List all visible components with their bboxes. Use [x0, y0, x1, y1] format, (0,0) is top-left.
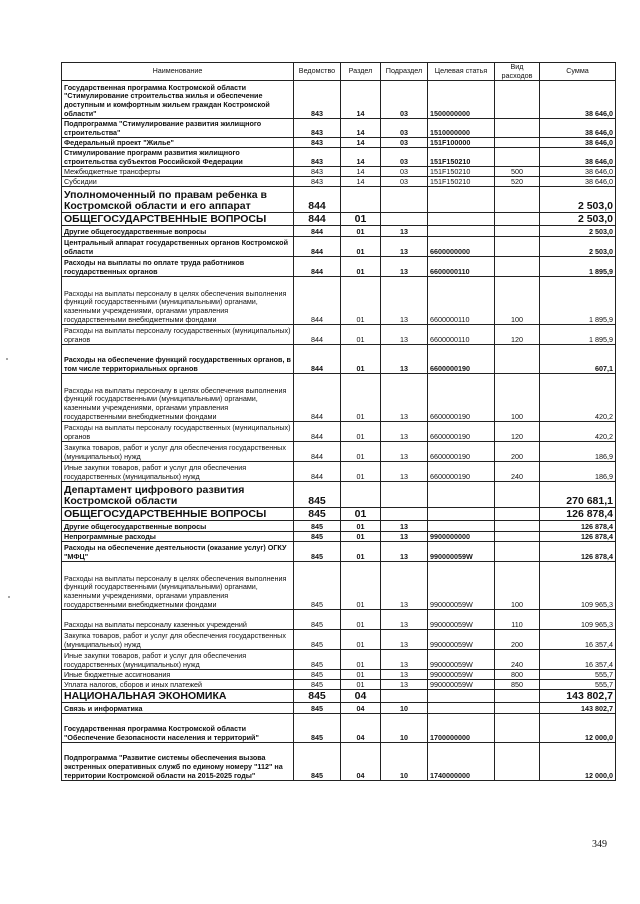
cell-department: 845	[294, 610, 341, 630]
cell-subsection: 13	[381, 442, 428, 462]
cell-target-article: 6600000110	[428, 277, 495, 325]
cell-section	[341, 187, 381, 213]
cell-sum: 2 503,0	[540, 237, 616, 257]
cell-subsection: 13	[381, 226, 428, 237]
cell-subsection	[381, 187, 428, 213]
cell-section: 04	[341, 703, 381, 714]
cell-name: Закупка товаров, работ и услуг для обеспечения государственных (муниципальных) нужд	[62, 442, 294, 462]
cell-section: 04	[341, 714, 381, 743]
table-row	[62, 442, 616, 462]
cell-subsection: 13	[381, 462, 428, 482]
cell-expense-type: 520	[495, 177, 540, 187]
cell-name: Государственная программа Костромской области "Стимулирование строительства жилья и обеспечение доступным и комфортным жильем граждан Костромской области"	[62, 81, 294, 119]
cell-section: 01	[341, 345, 381, 374]
cell-expense-type: 120	[495, 422, 540, 442]
cell-name: Федеральный проект "Жилье"	[62, 138, 294, 148]
cell-department: 843	[294, 81, 341, 119]
cell-subsection: 03	[381, 119, 428, 138]
cell-section: 01	[341, 226, 381, 237]
cell-section: 14	[341, 177, 381, 187]
cell-department: 845	[294, 690, 341, 703]
cell-department: 844	[294, 226, 341, 237]
cell-name: Государственная программа Костромской области "Обеспечение безопасности населения и территорий"	[62, 714, 294, 743]
cell-section: 01	[341, 277, 381, 325]
cell-section: 01	[341, 257, 381, 277]
cell-subsection: 13	[381, 521, 428, 532]
cell-subsection	[381, 508, 428, 521]
cell-subsection: 03	[381, 167, 428, 177]
cell-target-article: 6600000190	[428, 442, 495, 462]
cell-section: 01	[341, 542, 381, 562]
cell-name: ОБЩЕГОСУДАРСТВЕННЫЕ ВОПРОСЫ	[62, 508, 294, 521]
cell-target-article: 6600000190	[428, 374, 495, 422]
cell-section: 14	[341, 81, 381, 119]
cell-name: Другие общегосударственные вопросы	[62, 521, 294, 532]
cell-department: 843	[294, 177, 341, 187]
cell-subsection: 13	[381, 650, 428, 670]
cell-expense-type	[495, 119, 540, 138]
cell-target-article: 990000059W	[428, 562, 495, 610]
table-body	[62, 81, 616, 781]
cell-sum: 186,9	[540, 462, 616, 482]
cell-subsection: 03	[381, 138, 428, 148]
cell-expense-type	[495, 148, 540, 167]
cell-name: Уполномоченный по правам ребенка в Костромской области и его аппарат	[62, 187, 294, 213]
cell-section	[341, 482, 381, 508]
scan-speck	[8, 596, 10, 598]
cell-subsection: 03	[381, 81, 428, 119]
cell-target-article: 151F150210	[428, 177, 495, 187]
cell-subsection: 13	[381, 237, 428, 257]
cell-sum: 1 895,9	[540, 257, 616, 277]
cell-sum: 16 357,4	[540, 630, 616, 650]
cell-expense-type: 850	[495, 680, 540, 690]
cell-expense-type	[495, 521, 540, 532]
cell-section: 01	[341, 508, 381, 521]
table-row	[62, 670, 616, 680]
cell-department: 844	[294, 442, 341, 462]
cell-subsection: 13	[381, 680, 428, 690]
cell-name: Иные закупки товаров, работ и услуг для обеспечения государственных (муниципальных) нужд	[62, 650, 294, 670]
table-row	[62, 521, 616, 532]
table-row	[62, 610, 616, 630]
table-row	[62, 374, 616, 422]
table-row	[62, 714, 616, 743]
cell-section: 01	[341, 532, 381, 542]
cell-expense-type: 100	[495, 277, 540, 325]
cell-name: Расходы на обеспечение функций государственных органов, в том числе территориальных органов	[62, 345, 294, 374]
cell-section: 01	[341, 521, 381, 532]
cell-sum: 126 878,4	[540, 542, 616, 562]
cell-target-article: 6600000190	[428, 345, 495, 374]
cell-target-article: 990000059W	[428, 680, 495, 690]
table-row	[62, 743, 616, 781]
table-row	[62, 148, 616, 167]
cell-subsection: 03	[381, 177, 428, 187]
cell-section: 14	[341, 119, 381, 138]
cell-target-article: 151F100000	[428, 138, 495, 148]
column-header-section: Раздел	[341, 63, 381, 81]
cell-expense-type	[495, 542, 540, 562]
cell-name: Иные закупки товаров, работ и услуг для обеспечения государственных (муниципальных) нужд	[62, 462, 294, 482]
cell-section: 14	[341, 167, 381, 177]
cell-name: Иные бюджетные ассигнования	[62, 670, 294, 680]
column-header-expense-type: Вид расходов	[495, 63, 540, 81]
cell-department: 845	[294, 562, 341, 610]
cell-subsection	[381, 213, 428, 226]
cell-section: 04	[341, 690, 381, 703]
cell-department: 844	[294, 187, 341, 213]
cell-name: ОБЩЕГОСУДАРСТВЕННЫЕ ВОПРОСЫ	[62, 213, 294, 226]
cell-department: 843	[294, 138, 341, 148]
cell-subsection: 13	[381, 542, 428, 562]
cell-target-article: 990000059W	[428, 610, 495, 630]
cell-section: 01	[341, 462, 381, 482]
cell-sum: 1 895,9	[540, 277, 616, 325]
column-header-name: Наименование	[62, 63, 294, 81]
cell-sum: 109 965,3	[540, 562, 616, 610]
cell-sum: 2 503,0	[540, 213, 616, 226]
cell-department: 845	[294, 703, 341, 714]
cell-name: Департамент цифрового развития Костромской области	[62, 482, 294, 508]
table-row	[62, 345, 616, 374]
cell-department: 844	[294, 325, 341, 345]
table-row	[62, 325, 616, 345]
cell-name: Непрограммные расходы	[62, 532, 294, 542]
cell-target-article	[428, 521, 495, 532]
cell-name: Межбюджетные трансферты	[62, 167, 294, 177]
cell-subsection: 13	[381, 277, 428, 325]
cell-sum: 38 646,0	[540, 119, 616, 138]
cell-target-article: 6600000190	[428, 462, 495, 482]
cell-section: 01	[341, 680, 381, 690]
cell-sum: 143 802,7	[540, 690, 616, 703]
cell-department: 845	[294, 630, 341, 650]
cell-subsection: 13	[381, 532, 428, 542]
page-number: 349	[592, 839, 607, 850]
cell-sum: 12 000,0	[540, 714, 616, 743]
cell-name: Другие общегосударственные вопросы	[62, 226, 294, 237]
table-row	[62, 213, 616, 226]
cell-sum: 38 646,0	[540, 148, 616, 167]
cell-department: 845	[294, 521, 341, 532]
cell-name: НАЦИОНАЛЬНАЯ ЭКОНОМИКА	[62, 690, 294, 703]
table-row	[62, 277, 616, 325]
cell-target-article: 1740000000	[428, 743, 495, 781]
cell-target-article: 990000059W	[428, 650, 495, 670]
cell-subsection	[381, 690, 428, 703]
cell-target-article: 6600000190	[428, 422, 495, 442]
table-row	[62, 81, 616, 119]
cell-subsection: 10	[381, 714, 428, 743]
cell-section: 01	[341, 650, 381, 670]
cell-sum: 38 646,0	[540, 167, 616, 177]
table-row	[62, 177, 616, 187]
cell-target-article: 990000059W	[428, 670, 495, 680]
cell-subsection: 10	[381, 703, 428, 714]
cell-department: 844	[294, 422, 341, 442]
cell-target-article: 6600000000	[428, 237, 495, 257]
cell-target-article: 6600000110	[428, 257, 495, 277]
cell-subsection: 13	[381, 610, 428, 630]
table-row	[62, 237, 616, 257]
table-row	[62, 119, 616, 138]
cell-department: 845	[294, 542, 341, 562]
cell-expense-type	[495, 482, 540, 508]
cell-department: 845	[294, 650, 341, 670]
cell-target-article	[428, 226, 495, 237]
cell-section: 01	[341, 237, 381, 257]
cell-name: Расходы на выплаты персоналу в целях обеспечения выполнения функций государственными (муниципальными) органами, казенными учреждениями, органами управления государственными внебюджетными фондами	[62, 374, 294, 422]
cell-department: 844	[294, 462, 341, 482]
cell-subsection: 13	[381, 422, 428, 442]
cell-subsection: 13	[381, 345, 428, 374]
cell-section: 04	[341, 743, 381, 781]
scan-speck	[6, 358, 8, 360]
cell-department: 843	[294, 167, 341, 177]
cell-department: 843	[294, 119, 341, 138]
cell-subsection: 13	[381, 374, 428, 422]
cell-name: Центральный аппарат государственных органов Костромской области	[62, 237, 294, 257]
table-row	[62, 650, 616, 670]
cell-expense-type	[495, 213, 540, 226]
cell-section: 01	[341, 422, 381, 442]
cell-department: 843	[294, 148, 341, 167]
cell-target-article	[428, 703, 495, 714]
cell-expense-type: 200	[495, 442, 540, 462]
cell-expense-type: 500	[495, 167, 540, 177]
cell-name: Расходы на обеспечение деятельности (оказание услуг) ОГКУ "МФЦ"	[62, 542, 294, 562]
cell-section: 01	[341, 213, 381, 226]
cell-target-article: 990000059W	[428, 630, 495, 650]
cell-expense-type	[495, 257, 540, 277]
cell-department: 844	[294, 277, 341, 325]
cell-name: Подпрограмма "Развитие системы обеспечения вызова экстренных оперативных служб по единому номеру "112" на территории Костромской области на 2015-2025 годы"	[62, 743, 294, 781]
cell-subsection: 13	[381, 630, 428, 650]
cell-name: Расходы на выплаты по оплате труда работников государственных органов	[62, 257, 294, 277]
table-row	[62, 482, 616, 508]
cell-expense-type	[495, 81, 540, 119]
cell-sum: 126 878,4	[540, 508, 616, 521]
cell-expense-type: 200	[495, 630, 540, 650]
cell-expense-type	[495, 345, 540, 374]
cell-expense-type	[495, 703, 540, 714]
cell-section: 01	[341, 562, 381, 610]
cell-sum: 38 646,0	[540, 177, 616, 187]
table-row	[62, 257, 616, 277]
budget-table-container	[61, 62, 615, 781]
cell-target-article	[428, 508, 495, 521]
cell-target-article: 990000059W	[428, 542, 495, 562]
cell-subsection	[381, 482, 428, 508]
cell-sum: 555,7	[540, 670, 616, 680]
cell-department: 845	[294, 482, 341, 508]
cell-target-article	[428, 690, 495, 703]
cell-department: 845	[294, 743, 341, 781]
cell-target-article: 9900000000	[428, 532, 495, 542]
cell-section: 01	[341, 670, 381, 680]
column-header-department: Ведомство	[294, 63, 341, 81]
cell-expense-type: 120	[495, 325, 540, 345]
cell-subsection: 13	[381, 257, 428, 277]
cell-target-article: 6600000110	[428, 325, 495, 345]
table-row	[62, 167, 616, 177]
cell-target-article	[428, 213, 495, 226]
cell-name: Расходы на выплаты персоналу казенных учреждений	[62, 610, 294, 630]
cell-target-article	[428, 187, 495, 213]
cell-expense-type	[495, 187, 540, 213]
cell-department: 845	[294, 670, 341, 680]
cell-name: Уплата налогов, сборов и иных платежей	[62, 680, 294, 690]
cell-expense-type: 800	[495, 670, 540, 680]
table-header-row	[62, 63, 616, 81]
cell-sum: 607,1	[540, 345, 616, 374]
cell-department: 844	[294, 257, 341, 277]
cell-expense-type: 100	[495, 562, 540, 610]
cell-department: 845	[294, 714, 341, 743]
cell-sum: 126 878,4	[540, 532, 616, 542]
table-row	[62, 690, 616, 703]
cell-expense-type: 110	[495, 610, 540, 630]
cell-name: Расходы на выплаты персоналу в целях обеспечения выполнения функций государственными (муниципальными) органами, казенными учреждениями, органами управления государственными внебюджетными фондами	[62, 562, 294, 610]
cell-expense-type	[495, 532, 540, 542]
cell-sum: 109 965,3	[540, 610, 616, 630]
cell-sum: 2 503,0	[540, 187, 616, 213]
cell-subsection: 10	[381, 743, 428, 781]
cell-target-article: 151F150210	[428, 167, 495, 177]
cell-name: Расходы на выплаты персоналу государственных (муниципальных) органов	[62, 422, 294, 442]
cell-name: Связь и информатика	[62, 703, 294, 714]
cell-sum: 16 357,4	[540, 650, 616, 670]
table-row	[62, 532, 616, 542]
cell-sum: 38 646,0	[540, 138, 616, 148]
cell-target-article	[428, 482, 495, 508]
cell-subsection: 03	[381, 148, 428, 167]
cell-expense-type	[495, 226, 540, 237]
cell-target-article: 1510000000	[428, 119, 495, 138]
table-row	[62, 508, 616, 521]
table-row	[62, 462, 616, 482]
cell-sum: 420,2	[540, 374, 616, 422]
cell-department: 845	[294, 680, 341, 690]
cell-target-article: 1500000000	[428, 81, 495, 119]
cell-sum: 1 895,9	[540, 325, 616, 345]
table-row	[62, 703, 616, 714]
cell-expense-type	[495, 743, 540, 781]
cell-section: 14	[341, 148, 381, 167]
cell-sum: 270 681,1	[540, 482, 616, 508]
cell-expense-type: 240	[495, 462, 540, 482]
table-row	[62, 542, 616, 562]
cell-name: Расходы на выплаты персоналу в целях обеспечения выполнения функций государственными (муниципальными) органами, казенными учреждениями, органами управления государственными внебюджетными фондами	[62, 277, 294, 325]
cell-department: 844	[294, 237, 341, 257]
table-row	[62, 138, 616, 148]
cell-expense-type	[495, 690, 540, 703]
cell-sum: 2 503,0	[540, 226, 616, 237]
cell-sum: 38 646,0	[540, 81, 616, 119]
table-row	[62, 680, 616, 690]
cell-sum: 186,9	[540, 442, 616, 462]
cell-sum: 143 802,7	[540, 703, 616, 714]
cell-expense-type	[495, 508, 540, 521]
cell-expense-type: 240	[495, 650, 540, 670]
column-header-sum: Сумма	[540, 63, 616, 81]
cell-name: Расходы на выплаты персоналу государственных (муниципальных) органов	[62, 325, 294, 345]
budget-table	[61, 62, 616, 781]
cell-section: 14	[341, 138, 381, 148]
table-row	[62, 226, 616, 237]
cell-name: Подпрограмма "Стимулирование развития жилищного строительства"	[62, 119, 294, 138]
cell-section: 01	[341, 442, 381, 462]
cell-department: 844	[294, 374, 341, 422]
table-row	[62, 630, 616, 650]
cell-sum: 126 878,4	[540, 521, 616, 532]
cell-sum: 555,7	[540, 680, 616, 690]
table-row	[62, 187, 616, 213]
column-header-target-article: Целевая статья	[428, 63, 495, 81]
cell-target-article: 1700000000	[428, 714, 495, 743]
cell-expense-type	[495, 138, 540, 148]
table-row	[62, 562, 616, 610]
cell-section: 01	[341, 374, 381, 422]
cell-section: 01	[341, 325, 381, 345]
cell-department: 845	[294, 532, 341, 542]
cell-department: 845	[294, 508, 341, 521]
column-header-subsection: Подраздел	[381, 63, 428, 81]
cell-target-article: 151F150210	[428, 148, 495, 167]
cell-section: 01	[341, 610, 381, 630]
cell-department: 844	[294, 213, 341, 226]
cell-expense-type: 100	[495, 374, 540, 422]
cell-sum: 12 000,0	[540, 743, 616, 781]
cell-name: Стимулирование программ развития жилищного строительства субъектов Российской Федерации	[62, 148, 294, 167]
cell-department: 844	[294, 345, 341, 374]
cell-expense-type	[495, 714, 540, 743]
cell-expense-type	[495, 237, 540, 257]
cell-section: 01	[341, 630, 381, 650]
cell-subsection: 13	[381, 325, 428, 345]
cell-subsection: 13	[381, 562, 428, 610]
table-row	[62, 422, 616, 442]
cell-sum: 420,2	[540, 422, 616, 442]
cell-subsection: 13	[381, 670, 428, 680]
cell-name: Субсидии	[62, 177, 294, 187]
cell-name: Закупка товаров, работ и услуг для обеспечения государственных (муниципальных) нужд	[62, 630, 294, 650]
